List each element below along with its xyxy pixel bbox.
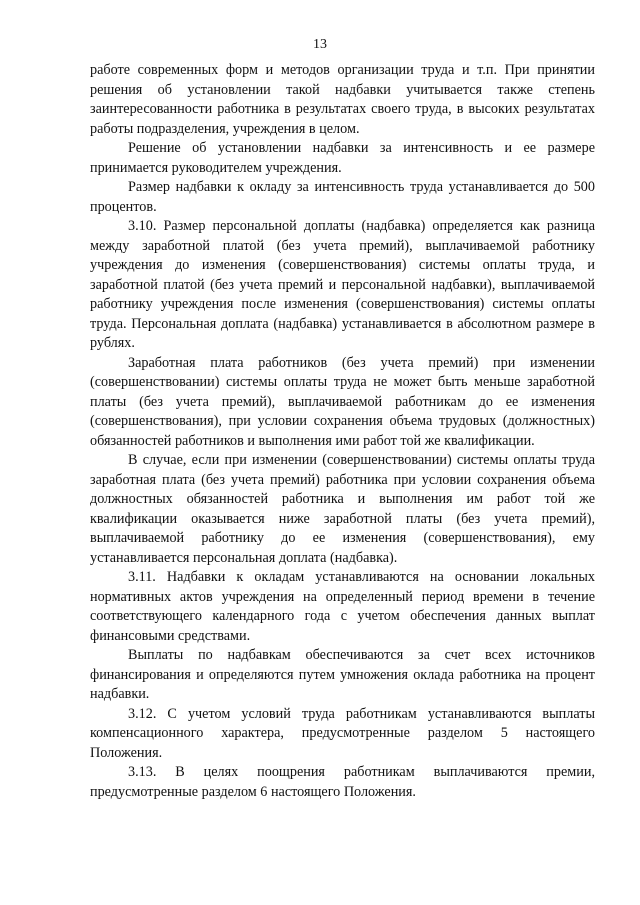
paragraph-personal-supplement: В случае, если при изменении (совершенствовании) системы оплаты труда заработная плата (без учета премий) работника при условии сохранения объема должностных обязанностей работника и выполнения им работ той же квалификации оказывается ниже заработной платы (без учета премий), выплачиваемой работнику до ее изменения (совершенствования), ему устанавливается персональная доплата (надбавка). <box>90 452 595 566</box>
document-body <box>90 61 595 802</box>
paragraph-salary-guarantee: Заработная плата работников (без учета премий) при изменении (совершенствовании) системы оплаты труда не может быть меньше заработной платы (без учета премий), выплачиваемой работникам до ее изменения (совершенствования), при условии сохранения объема трудовых (должностных) обязанностей работников и выполнения ими работ той же квалификации. <box>90 354 595 449</box>
paragraph-funding: Выплаты по надбавкам обеспечиваются за счет всех источников финансирования и определяются путем умножения оклада работника на процент надбавки. <box>90 647 595 702</box>
paragraph-3-10: 3.10. Размер персональной доплаты (надбавка) определяется как разница между заработной платой (без учета премий), выплачиваемой работнику учреждения до изменения (совершенствования) системы оплаты труда, и заработной платой (без учета премий и персональной надбавки), выплачиваемой работнику учреждения после изменения (совершенствования) системы оплаты труда. Персональная доплата (надбавка) устанавливается в абсолютном размере в рублях. <box>90 218 595 351</box>
paragraph-3-11: 3.11. Надбавки к окладам устанавливаются на основании локальных нормативных актов учреждения на определенный период времени в течение соответствующего календарного года с учетом обеспечения данных выплат финансовыми средствами. <box>90 569 595 644</box>
paragraph-bonus-limit: Размер надбавки к окладу за интенсивность труда устанавливается до 500 процентов. <box>90 179 595 215</box>
paragraph-continued: работе современных форм и методов организации труда и т.п. При принятии решения об установлении такой надбавки учитывается также степень заинтересованности работника в результатах своего труда, в высоких результатах работы подразделения, учреждения в целом. <box>90 62 595 137</box>
paragraph-3-13: 3.13. В целях поощрения работникам выплачиваются премии, предусмотренные разделом 6 настоящего Положения. <box>90 764 595 800</box>
paragraph-decision-approval: Решение об установлении надбавки за интенсивность и ее размере принимается руководителем учреждения. <box>90 140 595 176</box>
paragraph-3-12: 3.12. С учетом условий труда работникам устанавливаются выплаты компенсационного характера, предусмотренные разделом 5 настоящего Положения. <box>90 705 595 761</box>
page-number: 13 <box>313 37 327 52</box>
